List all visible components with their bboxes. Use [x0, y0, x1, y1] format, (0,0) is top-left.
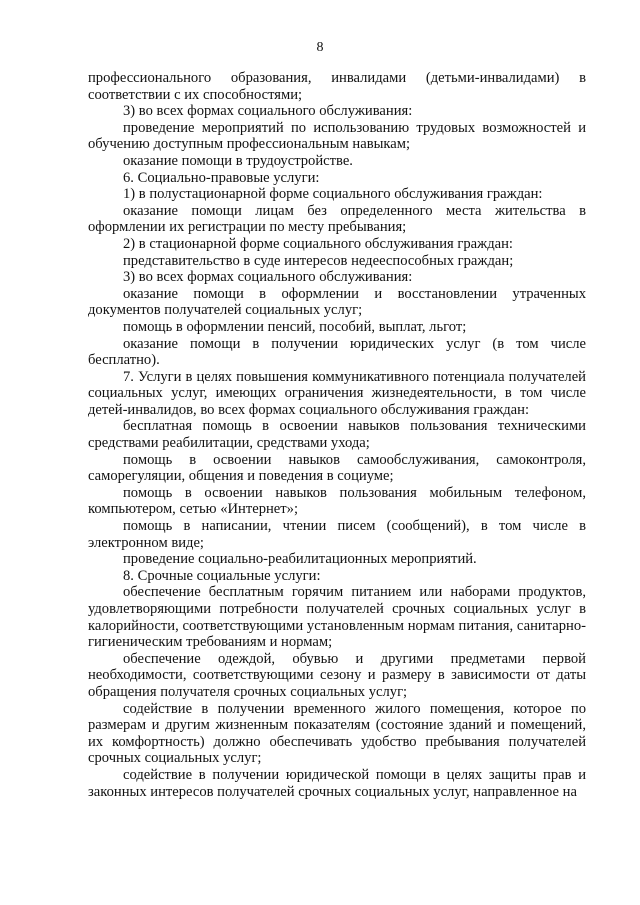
- paragraph: помощь в освоении навыков самообслуживания, самоконтроля, саморегуляции, общения и поведения в социуме;: [88, 451, 586, 485]
- paragraph: проведение мероприятий по использованию трудовых возможностей и обучению доступным профессиональным навыкам;: [88, 119, 586, 153]
- paragraph: 6. Социально-правовые услуги:: [123, 169, 320, 186]
- paragraph: помощь в написании, чтении писем (сообщений), в том числе в электронном виде;: [88, 518, 586, 551]
- paragraph: 7. Услуги в целях повышения коммуникативного потенциала получателей социальных услуг, имеющих ограничения жизнедеятельности, в том числе детей-инвалидов, во всех формах социального обслуживания граждан:: [88, 368, 586, 418]
- page-number: 8: [316, 40, 324, 55]
- paragraph: профессионального образования, инвалидами (детьми-инвалидами) в соответствии с их способностями;: [88, 70, 586, 103]
- paragraph: оказание помощи лицам без определенного места жительства в оформлении их регистрации по месту пребывания;: [88, 202, 586, 236]
- paragraph: 8. Срочные социальные услуги:: [123, 567, 321, 584]
- paragraph: обеспечение бесплатным горячим питанием или наборами продуктов, удовлетворяющими потребности получателей срочных социальных услуг в калорийности, соответствующими установленным нормам питания, санитарно-гигиеническим требованиям и нормам;: [88, 584, 586, 651]
- paragraph: оказание помощи в оформлении и восстановлении утраченных документов получателей социальных услуг;: [88, 285, 586, 319]
- document-body: [88, 70, 586, 800]
- paragraph: 3) во всех формах социального обслуживания:: [123, 269, 413, 286]
- paragraph: проведение социально-реабилитационных мероприятий.: [123, 551, 477, 568]
- paragraph: обеспечение одеждой, обувью и другими предметами первой необходимости, соответствующими сезону и размеру в зависимости от даты обращения получателя срочных социальных услуг;: [88, 650, 586, 700]
- paragraph: оказание помощи в получении юридических услуг (в том числе бесплатно).: [88, 335, 586, 369]
- paragraph: бесплатная помощь в освоении навыков пользования техническими средствами реабилитации, средствами ухода;: [88, 418, 586, 452]
- paragraph: 2) в стационарной форме социального обслуживания граждан:: [123, 235, 513, 252]
- paragraph: помощь в освоении навыков пользования мобильным телефоном, компьютером, сетью «Интернет»;: [88, 484, 586, 518]
- paragraph: оказание помощи в трудоустройстве.: [123, 152, 353, 169]
- paragraph: представительство в суде интересов недееспособных граждан;: [123, 252, 514, 269]
- paragraph: содействие в получении юридической помощи в целях защиты прав и законных интересов получателей срочных социальных услуг, направленное на: [88, 766, 586, 800]
- paragraph: содействие в получении временного жилого помещения, которое по размерам и другим жизненным показателям (состояние зданий и помещений, их комфортность) должно обеспечивать удобство пребывания получателей срочных социальных услуг;: [88, 700, 586, 767]
- paragraph: 1) в полустационарной форме социального обслуживания граждан:: [123, 186, 543, 203]
- paragraph: 3) во всех формах социального обслуживания:: [123, 103, 413, 120]
- paragraph: помощь в оформлении пенсий, пособий, выплат, льгот;: [123, 318, 467, 335]
